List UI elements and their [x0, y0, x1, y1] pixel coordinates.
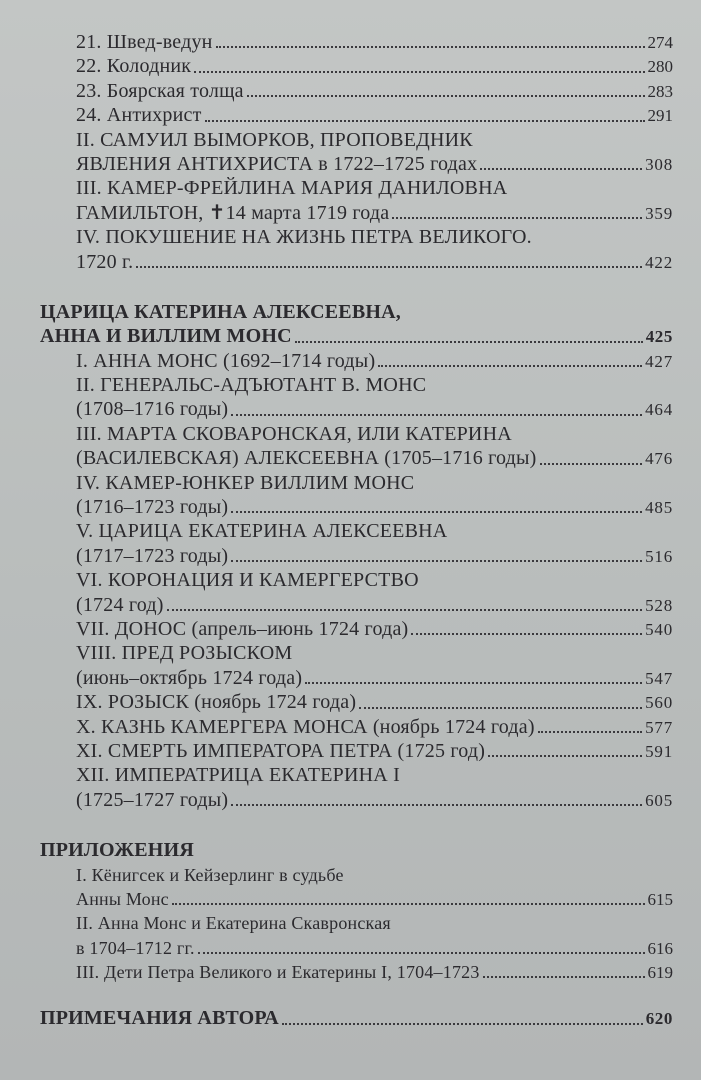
contents-entry	[40, 739, 673, 763]
page-number: 591	[645, 741, 673, 761]
section-heading	[40, 1006, 673, 1030]
contents-line	[40, 641, 673, 665]
contents-line	[40, 495, 673, 519]
dot-leader	[305, 681, 642, 684]
contents-entry	[40, 225, 673, 274]
contents-line	[40, 103, 673, 127]
dot-leader	[231, 559, 642, 562]
contents-entry	[40, 79, 673, 103]
contents-entry	[40, 715, 673, 739]
entry-title: I. АННА МОНС (1692–1714 годы)	[76, 349, 376, 372]
contents-line	[40, 225, 673, 249]
entry-title: (1725–1727 годы)	[76, 788, 229, 811]
section-heading-text: ПРИМЕЧАНИЯ АВТОРА	[40, 1007, 279, 1030]
page-number: 308	[645, 154, 673, 174]
contents-entry	[40, 641, 673, 690]
contents-entry	[40, 176, 673, 225]
contents-entry	[40, 960, 673, 984]
contents-entry	[40, 617, 673, 641]
dot-leader	[411, 632, 642, 635]
contents-entry	[40, 690, 673, 714]
contents-line	[40, 30, 673, 54]
entry-title: (1724 год)	[76, 593, 164, 616]
entry-title: II. ГЕНЕРАЛЬС-АДЪЮТАНТ В. МОНС	[76, 374, 427, 397]
section-heading-text: ПРИЛОЖЕНИЯ	[40, 839, 194, 862]
dot-leader	[194, 70, 644, 73]
page-number: 464	[645, 400, 673, 420]
dot-leader	[282, 1022, 643, 1025]
dot-leader	[198, 951, 645, 954]
contents-entry	[40, 568, 673, 617]
contents-entry	[40, 103, 673, 127]
contents-section-4	[40, 1006, 673, 1030]
entry-title: ГАМИЛЬТОН, ✝14 марта 1719 года	[76, 201, 390, 224]
contents-entry	[40, 128, 673, 177]
dot-leader	[295, 340, 643, 343]
entry-title: IV. ПОКУШЕНИЕ НА ЖИЗНЬ ПЕТРА ВЕЛИКОГО.	[76, 226, 532, 249]
contents-section-2	[40, 300, 673, 812]
entry-title: VII. ДОНОС (апрель–июнь 1724 года)	[76, 617, 409, 640]
contents-line	[40, 788, 673, 812]
page-number: 516	[645, 546, 673, 566]
contents-line	[40, 79, 673, 103]
dot-leader	[378, 364, 642, 367]
dot-leader	[205, 119, 645, 122]
contents-line	[40, 568, 673, 592]
page-number: 274	[647, 33, 673, 52]
entry-title: III. МАРТА СКОВАРОНСКАЯ, ИЛИ КАТЕРИНА	[76, 422, 512, 445]
dot-leader	[480, 167, 642, 170]
page-number: 359	[645, 203, 673, 223]
entry-title: II. Анна Монс и Екатерина Скавронская	[76, 913, 391, 934]
entry-title: XII. ИМПЕРАТРИЦА ЕКАТЕРИНА I	[76, 764, 400, 787]
contents-line	[40, 544, 673, 568]
entry-title: II. САМУИЛ ВЫМОРКОВ, ПРОПОВЕДНИК	[76, 128, 473, 151]
contents-entry	[40, 54, 673, 78]
dot-leader	[172, 902, 645, 905]
entry-title: 22. Колодник	[76, 55, 192, 78]
dot-leader	[392, 216, 642, 219]
contents-line	[40, 690, 673, 714]
dot-leader	[247, 94, 645, 97]
contents-section-3	[40, 838, 673, 984]
contents-line	[40, 887, 673, 911]
dot-leader	[359, 706, 642, 709]
contents-line	[40, 715, 673, 739]
entry-title: (ВАСИЛЕВСКАЯ) АЛЕКСЕЕВНА (1705–1716 годы)	[76, 447, 537, 470]
contents-entry	[40, 863, 673, 912]
dot-leader	[488, 754, 642, 757]
entry-title: (1717–1723 годы)	[76, 544, 229, 567]
contents-entry	[40, 763, 673, 812]
contents-line	[40, 471, 673, 495]
page-number: 577	[645, 717, 673, 737]
contents-line	[40, 446, 673, 470]
contents-line	[40, 152, 673, 176]
entry-title: Анны Монс	[76, 888, 169, 909]
page-number: 619	[647, 963, 673, 983]
entry-title: III. Дети Петра Великого и Екатерины I, 1704–1723	[76, 962, 480, 983]
page-number: 547	[645, 668, 673, 688]
contents-line	[40, 593, 673, 617]
entry-title: 23. Боярская толща	[76, 79, 244, 102]
contents-line	[40, 176, 673, 200]
entry-title: (июнь–октябрь 1724 года)	[76, 666, 303, 689]
entry-title: XI. СМЕРТЬ ИМПЕРАТОРА ПЕТРА (1725 год)	[76, 739, 486, 762]
contents-line	[40, 863, 673, 887]
contents-line	[40, 54, 673, 78]
contents-entry	[40, 519, 673, 568]
entry-title: 21. Швед-ведун	[76, 31, 213, 53]
contents-line	[40, 960, 673, 984]
contents-line	[40, 519, 673, 543]
section-heading-text: ЦАРИЦА КАТЕРИНА АЛЕКСЕЕВНА,	[40, 300, 401, 323]
contents-entry	[40, 422, 673, 471]
entry-title: в 1704–1712 гг.	[76, 937, 195, 958]
contents-line	[40, 666, 673, 690]
section-heading	[40, 838, 673, 862]
dot-leader	[538, 730, 642, 733]
entry-title: ЯВЛЕНИЯ АНТИХРИСТА в 1722–1725 годах	[76, 152, 478, 175]
contents-entry	[40, 373, 673, 422]
page-number: 283	[647, 81, 673, 101]
entry-title: I. Кёнигсек и Кейзерлинг в судьбе	[76, 864, 344, 885]
entry-title: VI. КОРОНАЦИЯ И КАМЕРГЕРСТВО	[76, 569, 419, 592]
page-number: 485	[645, 498, 673, 518]
contents-line	[40, 128, 673, 152]
contents-line	[40, 349, 673, 373]
dot-leader	[136, 265, 642, 268]
contents-section-1	[40, 30, 673, 274]
contents-line	[40, 373, 673, 397]
page-number: 620	[645, 1009, 673, 1029]
dot-leader	[216, 45, 645, 48]
entry-title: (1716–1723 годы)	[76, 496, 229, 519]
entry-title: (1708–1716 годы)	[76, 398, 229, 421]
section-heading-text: АННА И ВИЛЛИМ МОНС	[40, 325, 292, 348]
page-number: 280	[647, 57, 673, 77]
entry-title: III. КАМЕР-ФРЕЙЛИНА МАРИЯ ДАНИЛОВНА	[76, 177, 508, 200]
entry-title: V. ЦАРИЦА ЕКАТЕРИНА АЛЕКСЕЕВНА	[76, 520, 448, 543]
entry-title: 24. Антихрист	[76, 104, 202, 127]
entry-title: IX. РОЗЫСК (ноябрь 1724 года)	[76, 691, 357, 714]
contents-entry	[40, 349, 673, 373]
contents-line	[40, 763, 673, 787]
page-number: 605	[645, 790, 673, 810]
dot-leader	[231, 413, 642, 416]
dot-leader	[231, 803, 642, 806]
contents-entry	[40, 30, 673, 54]
dot-leader	[167, 608, 642, 611]
section-heading	[40, 324, 673, 348]
contents-line	[40, 739, 673, 763]
entry-title: IV. КАМЕР-ЮНКЕР ВИЛЛИМ МОНС	[76, 471, 415, 494]
page-number: 425	[645, 327, 673, 347]
entry-title: VIII. ПРЕД РОЗЫСКОМ	[76, 642, 293, 665]
contents-entry	[40, 471, 673, 520]
contents-line	[40, 250, 673, 274]
dot-leader	[540, 462, 643, 465]
contents-entry	[40, 911, 673, 960]
contents-line	[40, 422, 673, 446]
contents-line	[40, 936, 673, 960]
entry-title: X. КАЗНЬ КАМЕРГЕРА МОНСА (ноябрь 1724 года)	[76, 715, 535, 738]
dot-leader	[231, 510, 642, 513]
entry-title: 1720 г.	[76, 250, 134, 273]
page-number: 422	[645, 252, 673, 272]
contents-line	[40, 617, 673, 641]
page-number: 476	[645, 449, 673, 469]
contents-line	[40, 397, 673, 421]
page-number: 528	[645, 595, 673, 615]
contents-line	[40, 911, 673, 935]
page-number: 427	[645, 351, 673, 371]
section-heading	[40, 300, 673, 324]
page-number: 616	[647, 938, 673, 958]
page-number: 615	[647, 889, 673, 909]
dot-leader	[483, 975, 645, 978]
page-number: 540	[645, 619, 673, 639]
page-number: 560	[645, 693, 673, 713]
contents-line	[40, 201, 673, 225]
page-number: 291	[647, 106, 673, 126]
